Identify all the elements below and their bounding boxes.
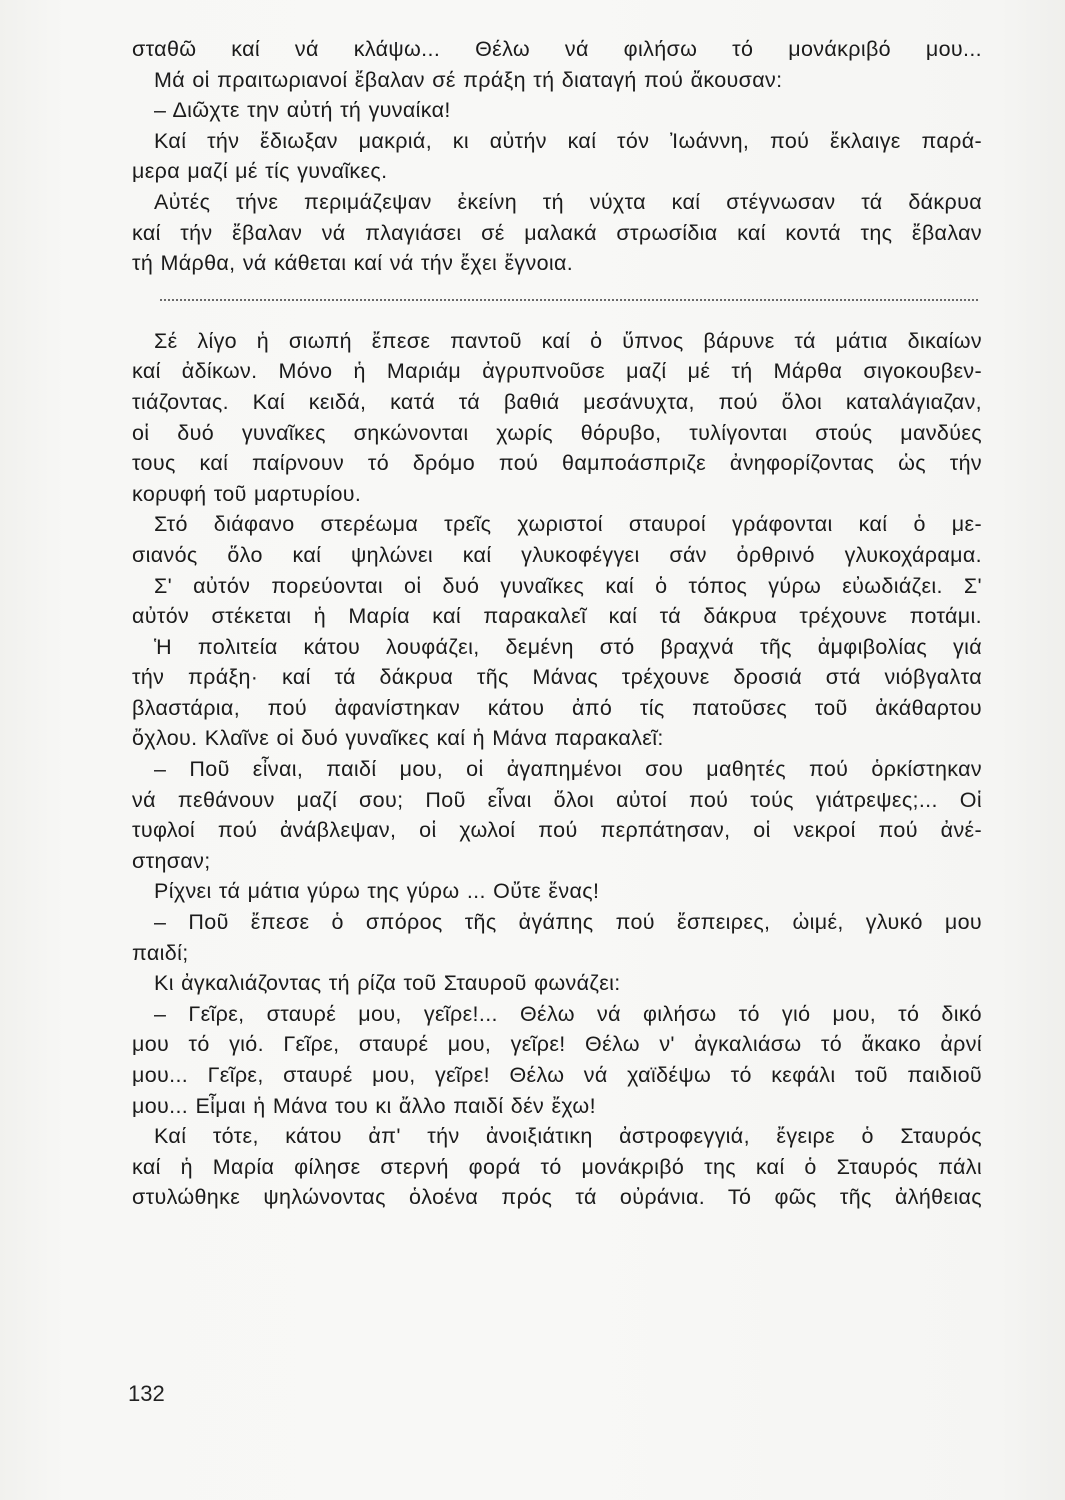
text-line: μου... Εἶμαι ἡ Μάνα του κι ἄλλο παιδί δέν ἔχω! — [132, 1093, 596, 1118]
text-line: καί ἀδίκων. Μόνο ἡ Μαριάμ ἀγρυπνοῦσε μαζί μέ τή Μάρθα σιγοκουβεν- — [132, 359, 982, 384]
text-line: οἱ δυό γυναῖκες σηκώνονται χωρίς θόρυβο, τυλίγονται στούς μανδύες — [132, 420, 982, 445]
text-line: σιανός ὅλο καί ψηλώνει καί γλυκοφέγγει σάν ὀρθρινό γλυκοχάραμα. — [132, 542, 982, 567]
text-line: – Γεῖρε, σταυρέ μου, γεῖρε!... Θέλω νά φιλήσω τό γιό μου, τό δικό — [154, 1001, 982, 1026]
text-line: Μά οἱ πραιτωριανοί ἔβαλαν σέ πράξη τή διαταγή πού ἄκουσαν: — [154, 67, 783, 92]
text-line: Καί τότε, κάτου ἀπ' τήν ἀνοιξιάτικη ἀστροφεγγιά, ἔγειρε ὁ Σταυρός — [154, 1124, 982, 1149]
text-line: καί τήν ἔβαλαν νά πλαγιάσει σέ μαλακά στρωσίδια καί κοντά της ἔβαλαν — [132, 220, 982, 245]
text-line: στυλώθηκε ψηλώνοντας ὁλοένα πρός τά οὐράνια. Τό φῶς τῆς ἀλήθειας — [132, 1185, 982, 1210]
text-line: τήν πράξη· καί τά δάκρυα τῆς Μάνας τρέχουνε δροσιά στά νιόβγαλτα — [132, 665, 982, 690]
text-line: καί ἡ Μαρία φίλησε στερνή φορά τό μονάκριβό της καί ὁ Σταυρός πάλι — [132, 1154, 982, 1179]
text-line: τυφλοί πού ἀνάβλεψαν, οἱ χωλοί πού περπάτησαν, οἱ νεκροί πού ἀνέ- — [132, 818, 982, 843]
text-line: Σέ λίγο ἡ σιωπή ἔπεσε παντοῦ καί ὁ ὕπνος βάρυνε τά μάτια δικαίων — [154, 328, 982, 353]
text-line: μου... Γεῖρε, σταυρέ μου, γεῖρε! Θέλω νά χαϊδέψω τό κεφάλι τοῦ παιδιοῦ — [132, 1063, 982, 1087]
text-line: νά πεθάνουν μαζί σου; Ποῦ εἶναι ὅλοι αὐτοί πού τούς γιάτρεψες;... Οἱ — [132, 787, 982, 812]
text-line: – Ποῦ εἶναι, παιδί μου, οἱ ἀγαπημένοι σου μαθητές πού ὁρκίστηκαν — [154, 757, 982, 782]
text-line: αὐτόν στέκεται ἡ Μαρία καί παρακαλεῖ καί τά δάκρυα τρέχουνε ποτάμι. — [132, 604, 982, 629]
section-divider — [160, 299, 978, 302]
text-line: μερα μαζί μέ τίς γυναῖκες. — [132, 159, 388, 184]
text-line: τιάζοντας. Καί κειδά, κατά τά βαθιά μεσάνυχτα, πού ὅλοι καταλάγιαζαν, — [132, 389, 982, 414]
text-line: Ἡ πολιτεία κάτου λουφάζει, δεμένη στό βραχνά τῆς ἀμφιβολίας γιά — [154, 634, 982, 659]
text-line: – Ποῦ ἔπεσε ὁ σπόρος τῆς ἀγάπης πού ἔσπειρες, ὠιμέ, γλυκό μου — [154, 910, 982, 935]
text-line: παιδί; — [132, 940, 189, 965]
text-line: Στό διάφανο στερέωμα τρεῖς χωριστοί σταυροί γράφονται καί ὁ με- — [154, 512, 982, 537]
text-line: Αὐτές τήνε περιμάζεψαν ἐκείνη τή νύχτα καί στέγνωσαν τά δάκρυα — [154, 189, 982, 214]
text-line: σταθῶ καί νά κλάψω... Θέλω νά φιλήσω τό μονάκριβό μου... — [132, 37, 982, 61]
text-line: τή Μάρθα, νά κάθεται καί νά τήν ἔχει ἔγνοια. — [132, 251, 574, 276]
text-line: Κι ἀγκαλιάζοντας τή ρίζα τοῦ Σταυροῦ φωνάζει: — [154, 971, 621, 996]
text-line: – Διῶχτε την αὐτή τή γυναίκα! — [154, 98, 451, 123]
text-line: Καί τήν ἔδιωξαν μακριά, κι αὐτήν καί τόν Ἰωάννη, πού ἔκλαιγε παρά- — [154, 128, 982, 153]
text-line: τους καί παίρνουν τό δρόμο πού θαμποάσπριζε ἀνηφορίζοντας ὡς τήν — [132, 451, 982, 476]
text-line: Ρίχνει τά μάτια γύρω της γύρω ... Οὔτε ἕνας! — [154, 879, 600, 904]
page-number: 132 — [128, 1381, 165, 1406]
text-line: βλαστάρια, πού ἀφανίστηκαν κάτου ἀπό τίς πατοῦσες τοῦ ἀκάθαρτου — [132, 695, 982, 720]
text-line: Σ' αὐτόν πορεύονται οἱ δυό γυναῖκες καί ὁ τόπος γύρω εὐωδιάζει. Σ' — [154, 573, 982, 598]
body-text — [132, 34, 982, 1213]
text-line: κορυφή τοῦ μαρτυρίου. — [132, 481, 362, 506]
text-line: ὄχλου. Κλαῖνε οἱ δυό γυναῖκες καί ἡ Μάνα παρακαλεῖ: — [132, 726, 664, 751]
text-line: στησαν; — [132, 848, 211, 873]
text-line: μου τό γιό. Γεῖρε, σταυρέ μου, γεῖρε! Θέλω ν' ἀγκαλιάσω τό ἄκακο ἀρνί — [132, 1032, 982, 1057]
